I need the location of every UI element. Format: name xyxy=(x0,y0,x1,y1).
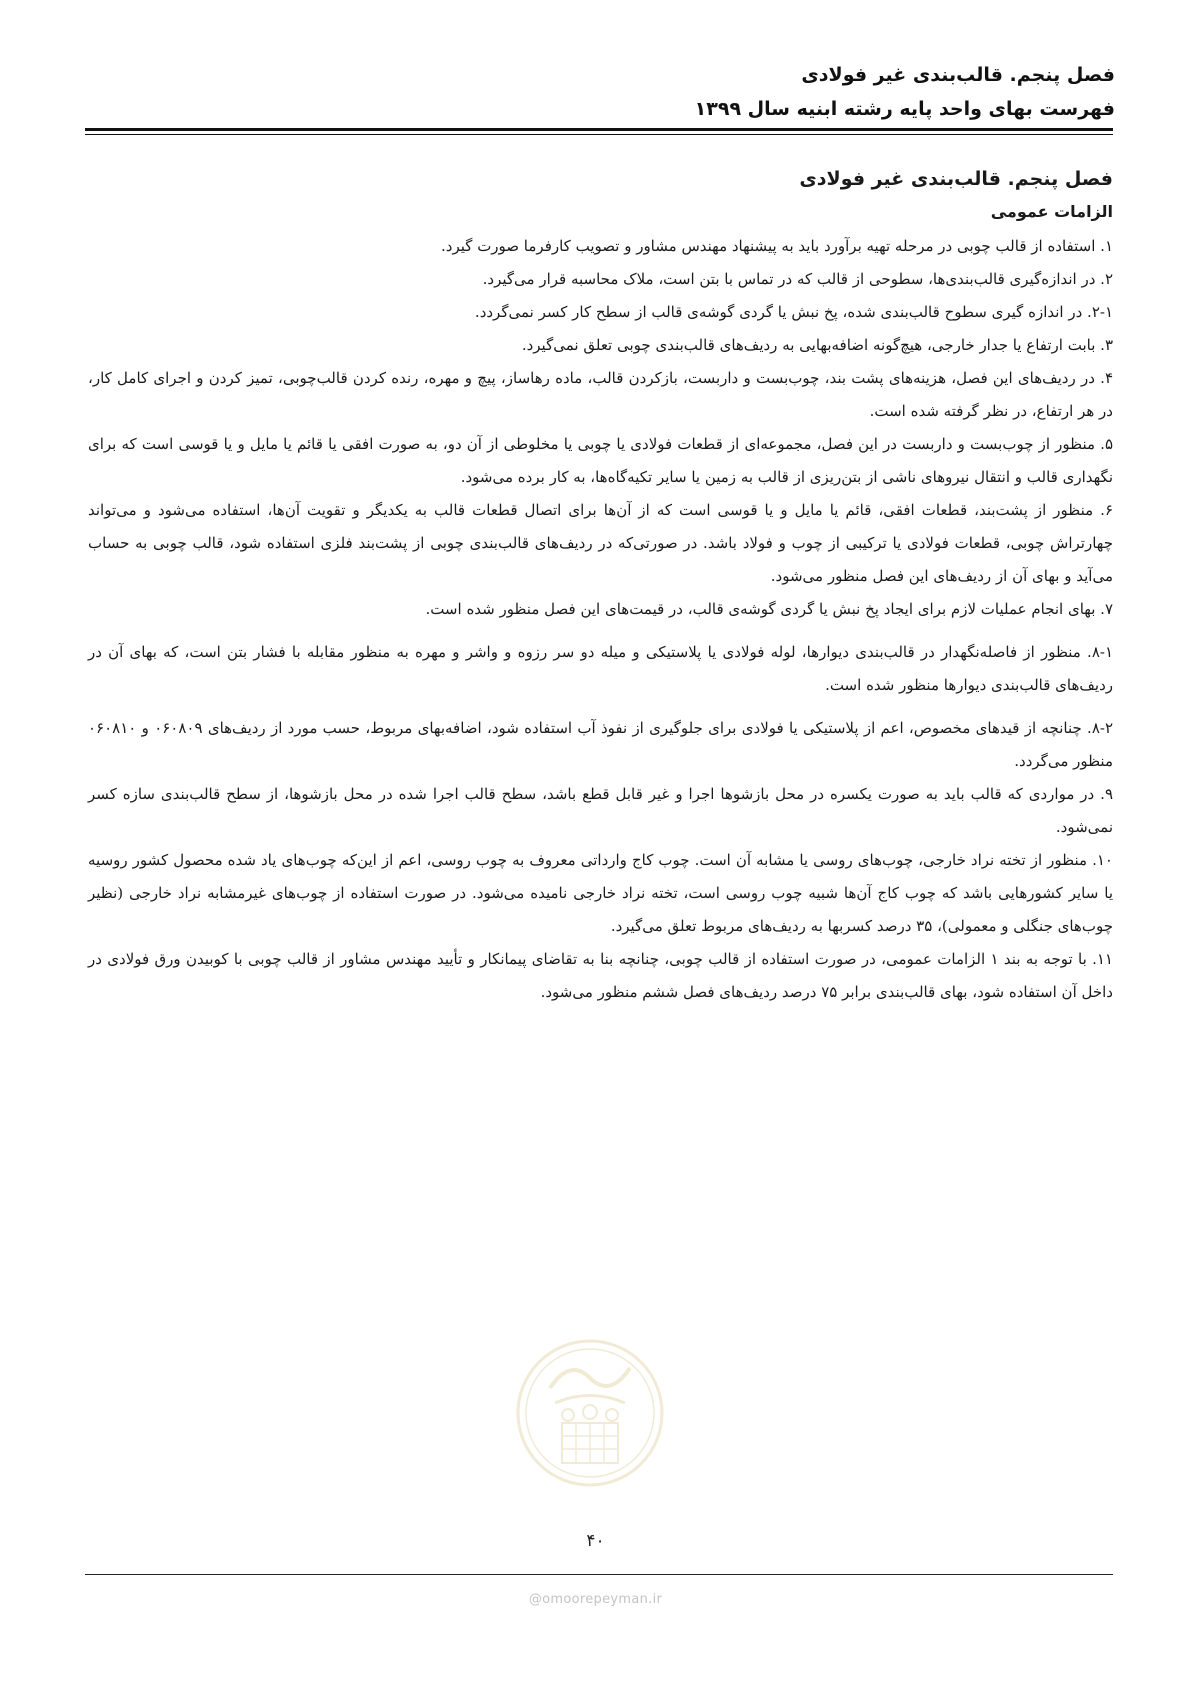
paragraph-10: ۱۰. منظور از تخته نراد خارجی، چوب‌های روسی یا مشابه آن است. چوب کاج وارداتی معروف به چوب روسی، اعم از این‌که چوب‌های یاد شده محصول کشور روسیه یا سایر کشورهایی باشد که چوب کاج آن‌ها شبیه چوب روسی است، تخته نراد خارجی نامیده می‌شود. در صورت استفاده از چوب‌های غیرمشابه نراد خارجی (نظیر چوب‌های جنگلی و معمولی)، ۳۵ درصد کسربها به ردیف‌های مربوط تعلق می‌گیرد. xyxy=(88,851,1113,935)
website-watermark: @omoorepeyman.ir xyxy=(528,1592,663,1607)
paragraph-11: ۱۱. با توجه به بند ۱ الزامات عمومی، در صورت استفاده از قالب چوبی، چنانچه بنا به تقاضای پیمانکار و تأیید مهندس مشاور از قالب چوبی با کوبیدن ورق فولادی در داخل آن استفاده شود، بهای قالب‌بندی برابر ۷۵ درصد ردیف‌های فصل ششم منظور می‌شود. xyxy=(88,950,1113,1001)
paragraph-4: ۴. در ردیف‌های این فصل، هزینه‌های پشت بند، چوب‌بست و داربست، بازکردن قالب، ماده رهاساز، پیچ و مهره، رنده کردن قالب‌چوبی، تمیز کردن و اجرای کامل کار، در هر ارتفاع، در نظر گرفته شده است. xyxy=(88,369,1113,420)
watermark-logo-icon xyxy=(510,1318,670,1508)
paragraph-6: ۶. منظور از پشت‌بند، قطعات افقی، قائم یا مایل و یا قوسی است که از آن‌ها برای اتصال قطعات قالب به یکدیگر و تقویت آن‌ها، استفاده می‌شود و می‌تواند چهارتراش چوبی، قطعات فولادی یا ترکیبی از چوب و فولاد باشد. در صورتی‌که در ردیف‌های قالب‌بندی چوبی از پشت‌بند فلزی استفاده شود، قالب چوبی به حساب می‌آید و بهای آن از ردیف‌های این فصل منظور می‌شود. xyxy=(88,501,1113,585)
paragraph-9: ۹. در مواردی که قالب باید به صورت یکسره در محل بازشوها اجرا و غیر قابل قطع باشد، سطح قالب اجرا شده در محل بازشوها، از سطح قالب‌بندی سازه کسر نمی‌شود. xyxy=(88,785,1114,836)
header-chapter-title: فصل پنجم. قالب‌بندی غیر فولادی xyxy=(801,64,1115,86)
paragraph-3: ۳. بابت ارتفاع یا جدار خارجی، هیچ‌گونه اضافه‌بهایی به ردیف‌های قالب‌بندی چوبی تعلق نمی‌گیرد. xyxy=(521,336,1113,354)
paragraph-8-2: ۸-۲. چنانچه از قیدهای مخصوص، اعم از پلاستیکی یا فولادی برای جلوگیری از نفوذ آب استفاده شود، اضافه‌بهای مربوط، حسب مورد از ردیف‌های ۰۶۰۸۰۹ و ۰۶۰۸۱۰ منظور می‌گردد. xyxy=(88,719,1113,770)
section-title: الزامات عمومی xyxy=(990,202,1113,221)
chapter-title: فصل پنجم. قالب‌بندی غیر فولادی xyxy=(799,168,1113,190)
footer-divider xyxy=(85,1574,1113,1575)
paragraph-5: ۵. منظور از چوب‌بست و داربست در این فصل، مجموعه‌ای از قطعات فولادی یا چوبی یا مخلوطی از آن دو، به صورت افقی یا قائم یا مایل و یا قوسی است که برای نگهداری قالب و انتقال نیروهای ناشی از بتن‌ریزی از قالب به زمین یا سایر تکیه‌گاه‌ها، به کار برده می‌شود. xyxy=(88,435,1113,486)
paragraph-8-1: ۸-۱. منظور از فاصله‌نگهدار در قالب‌بندی دیوارها، لوله فولادی یا پلاستیکی و میله دو سر رزوه و واشر و مهره به منظور مقابله با فشار بتن است، که بهای آن در ردیف‌های قالب‌بندی دیوارها منظور شده است. xyxy=(88,643,1113,694)
page-header xyxy=(85,58,1115,126)
main-content xyxy=(88,162,1113,1009)
paragraph-7: ۷. بهای انجام عملیات لازم برای ایجاد پخ نبش یا گردی گوشه‌ی قالب، در قیمت‌های این فصل منظور شده است. xyxy=(425,600,1113,618)
header-divider-thin xyxy=(85,134,1113,135)
page-number: ۴۰ xyxy=(586,1531,605,1551)
paragraph-1: ۱. استفاده از قالب چوبی در مرحله تهیه برآورد باید به پیشنهاد مهندس مشاور و تصویب کارفرما صورت گیرد. xyxy=(441,237,1113,255)
paragraph-2: ۲. در اندازه‌گیری قالب‌بندی‌ها، سطوحی از قالب که در تماس با بتن است، ملاک محاسبه قرار می‌گیرد. xyxy=(482,270,1113,288)
paragraph-2-1: ۲-۱. در اندازه گیری سطوح قالب‌بندی شده، پخ نبش یا گردی گوشه‌ی قالب از سطح کار کسر نمی‌گردد. xyxy=(474,303,1113,321)
header-divider-thick xyxy=(85,128,1113,131)
header-price-list-title: فهرست بهای واحد پایه رشته ابنیه سال ۱۳۹۹ xyxy=(694,98,1115,120)
